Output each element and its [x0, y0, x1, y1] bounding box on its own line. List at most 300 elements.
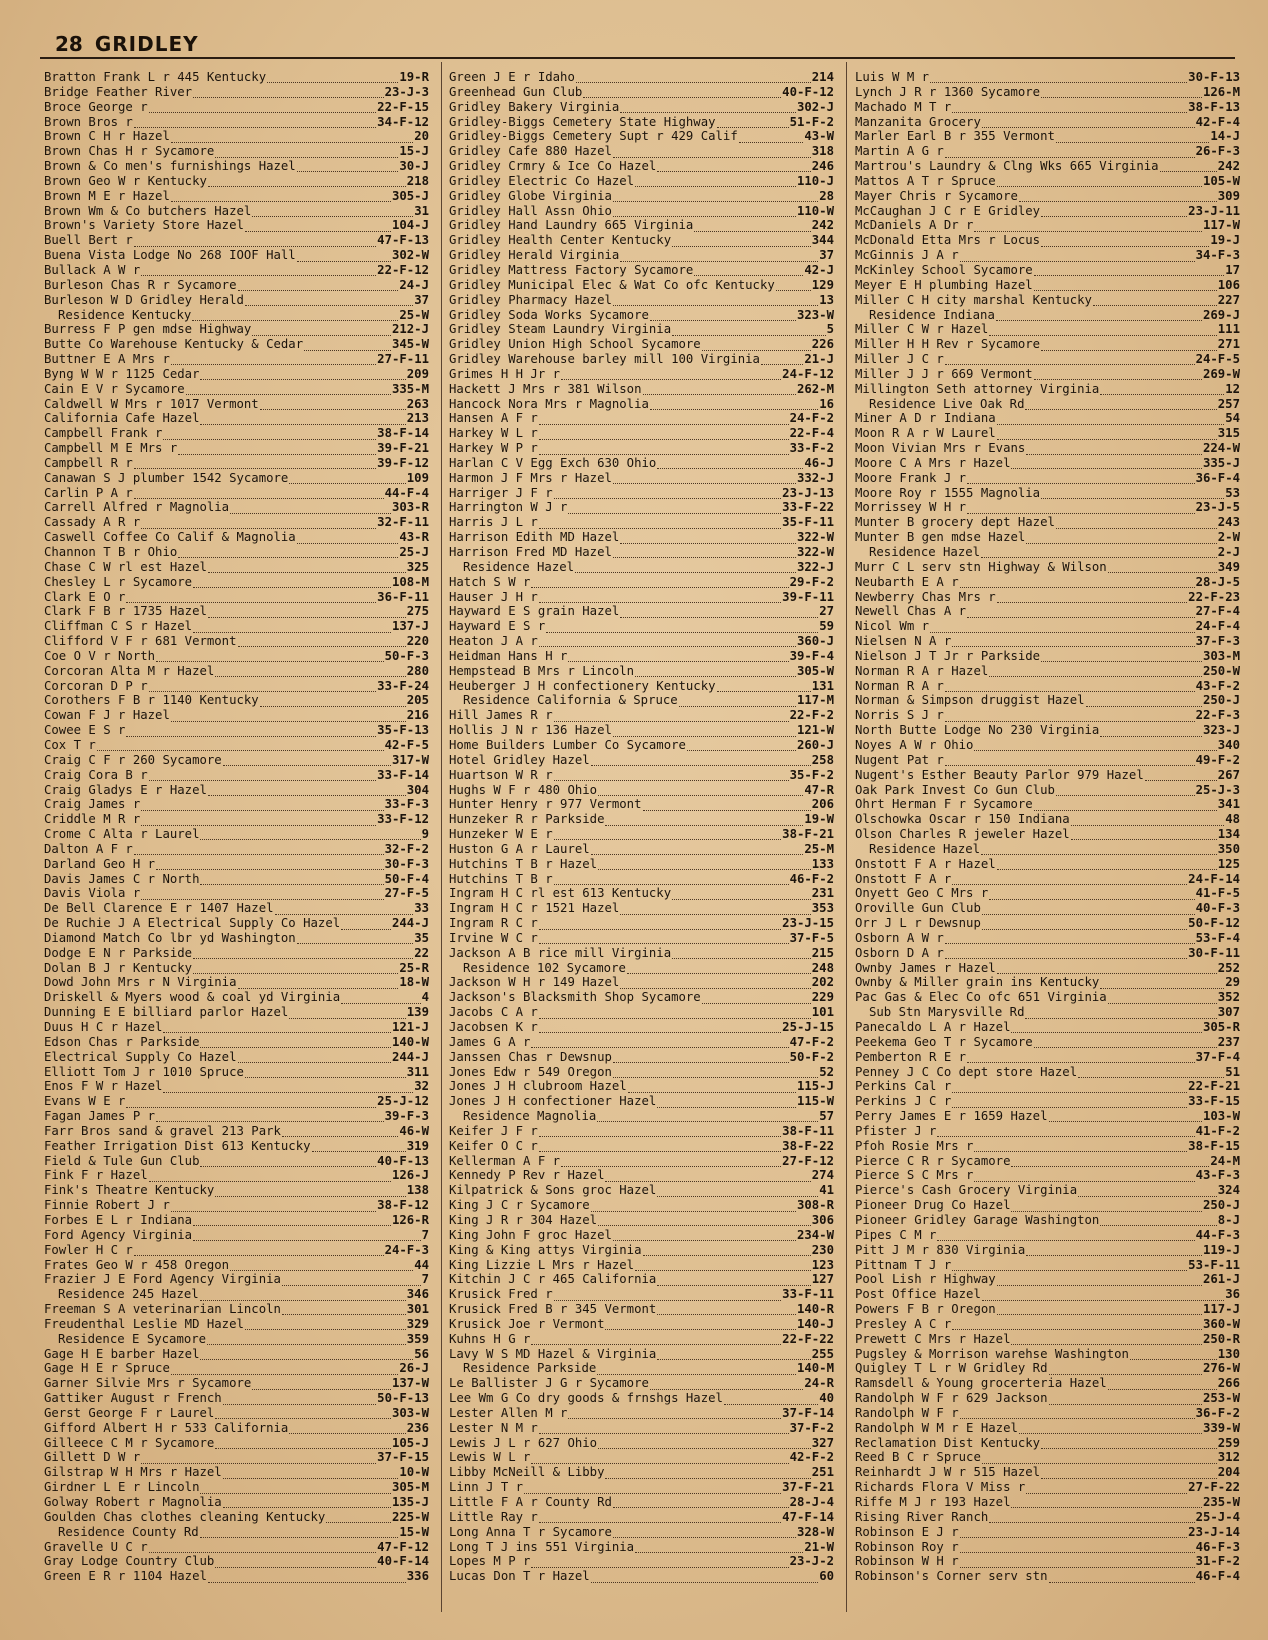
phone-number: 30-F-13 — [1188, 70, 1240, 84]
dot-leader — [967, 504, 1195, 514]
listing-name: Olschowka Oscar r 150 Indiana — [855, 812, 1070, 827]
dot-leader — [245, 222, 391, 232]
listing-name: Lester Allen M r — [449, 1405, 568, 1420]
listing-name: Gridley Electric Co Hazel — [449, 173, 635, 188]
listing-name: Brown & Co men's furnishings Hazel — [44, 159, 296, 174]
listing-name: Brown Wm & Co butchers Hazel — [44, 203, 252, 218]
dot-leader — [289, 1009, 405, 1019]
dot-leader — [208, 608, 406, 618]
listing-entry — [449, 1079, 834, 1094]
listing-name: Gridley Globe Virginia — [449, 188, 612, 203]
listing-name: Gridley Union High School Sycamore — [449, 337, 701, 352]
phone-number: 226 — [811, 337, 834, 352]
listing-name: King Lizzie L Mrs r Hazel — [449, 1257, 635, 1272]
listing-entry — [855, 797, 1240, 812]
listing-name: Long Anna T r Sycamore — [449, 1524, 612, 1539]
phone-number: 35-F-13 — [377, 723, 429, 738]
listing-name: Robinson E J r — [855, 1524, 959, 1539]
dot-leader — [1049, 1395, 1202, 1405]
dot-leader — [952, 1098, 1187, 1108]
listing-entry — [449, 1406, 834, 1421]
dot-leader — [776, 281, 811, 291]
listing-entry — [44, 1317, 429, 1332]
phone-number: 318 — [811, 144, 834, 159]
dot-leader — [657, 1098, 796, 1108]
listing-entry — [449, 100, 834, 115]
listing-name: Norman R A r Hazel — [855, 663, 989, 678]
dot-leader — [930, 623, 1195, 633]
dot-leader — [627, 964, 811, 974]
dot-leader — [230, 1261, 413, 1271]
listing-name: Cassady A R r — [44, 515, 141, 530]
listing-entry — [44, 293, 429, 308]
listing-name: Kellerman A F r — [449, 1153, 561, 1168]
phone-number: 307 — [1217, 1005, 1240, 1020]
listing-name: Chase C W rl est Hazel — [44, 559, 207, 574]
phone-number: 332-J — [796, 470, 834, 485]
listing-name: Ingram H C r 1521 Hazel — [449, 901, 620, 916]
listing-name: Hutchins T B r — [449, 871, 553, 886]
phone-number: 32-F-2 — [384, 841, 429, 856]
listing-name: Meyer E H plumbing Hazel — [855, 277, 1033, 292]
phone-number: 37-F-21 — [782, 1480, 834, 1495]
listing-entry — [855, 634, 1240, 649]
dot-leader — [643, 801, 811, 811]
listing-entry — [855, 85, 1240, 100]
listing-entry — [449, 115, 834, 130]
listing-name: Garner Silvie Mrs r Sycamore — [44, 1376, 252, 1391]
phone-number: 2-J — [1217, 545, 1240, 559]
dot-leader — [289, 474, 405, 484]
listing-name: Harrison Edith MD Hazel — [449, 530, 620, 545]
phone-number: 305-W — [796, 663, 834, 678]
listing-name: Lucas Don T r Hazel — [449, 1569, 590, 1584]
dot-leader — [605, 1172, 810, 1182]
phone-number: 40 — [819, 1391, 834, 1406]
listing-name: Lavy W S MD Hazel & Virginia — [449, 1346, 657, 1361]
dot-leader — [245, 296, 413, 306]
dot-leader — [252, 207, 413, 217]
phone-number: 28-J-4 — [789, 1495, 834, 1509]
listing-entry — [44, 1376, 429, 1391]
phone-number: 27-F-11 — [377, 352, 429, 367]
listing-name: Corcoran D P r — [44, 678, 148, 693]
listing-name: Bullack A W r — [44, 262, 141, 277]
phone-number: 22-F-23 — [1188, 589, 1240, 604]
listing-entry — [44, 144, 429, 159]
listing-name: Pierce S C Mrs r — [855, 1168, 974, 1183]
phone-number: 237 — [1217, 1034, 1240, 1049]
dot-leader — [605, 1320, 795, 1330]
phone-number: 53-F-4 — [1195, 930, 1240, 945]
dot-leader — [1041, 489, 1224, 499]
listing-entry — [44, 1495, 429, 1510]
dot-leader — [134, 1246, 384, 1256]
listing-name: Robinson Roy r — [855, 1539, 959, 1554]
listing-name: Gridley-Biggs Cemetery State Highway — [449, 114, 716, 129]
listing-entry — [44, 367, 429, 382]
phone-number: 37-F-4 — [1195, 1049, 1240, 1064]
listing-name: McDaniels A Dr r — [855, 218, 974, 233]
listing-name: Ramsdell & Young grocerteria Hazel — [855, 1376, 1107, 1391]
listing-entry — [44, 961, 429, 976]
listing-name: De Bell Clarence E r 1407 Hazel — [44, 901, 274, 916]
listing-entry — [855, 1495, 1240, 1510]
phone-number: 35-F-2 — [789, 767, 834, 782]
dot-leader — [1100, 1216, 1216, 1226]
listing-entry — [44, 1079, 429, 1094]
dot-leader — [539, 920, 781, 930]
phone-number: 47-F-12 — [377, 1539, 429, 1554]
listing-entry — [44, 1421, 429, 1436]
dot-leader — [297, 162, 399, 172]
listing-name: Fink's Theatre Kentucky — [44, 1183, 215, 1198]
dot-leader — [193, 578, 391, 588]
listing-entry — [449, 872, 834, 887]
listing-entry — [44, 1272, 429, 1287]
dot-leader — [304, 341, 391, 351]
listing-entry — [855, 471, 1240, 486]
phone-number: 329 — [406, 1316, 429, 1331]
phone-number: 234-W — [796, 1227, 834, 1242]
dot-leader — [591, 1573, 819, 1583]
listing-subentry — [44, 1332, 429, 1347]
dot-leader — [937, 1231, 1194, 1241]
phone-number: 263 — [406, 396, 429, 411]
phone-number: 50-F-12 — [1188, 916, 1240, 931]
listing-entry — [855, 456, 1240, 471]
listing-entry — [449, 783, 834, 798]
listing-entry — [855, 1554, 1240, 1569]
phone-number: 119-J — [1202, 1242, 1240, 1257]
listing-entry — [855, 70, 1240, 85]
listing-name: Randolph W F r — [855, 1405, 959, 1420]
listing-name: Duus H C r Hazel — [44, 1020, 163, 1034]
listing-entry — [44, 1406, 429, 1421]
phone-number: 140-R — [796, 1302, 834, 1317]
dot-leader — [997, 593, 1188, 603]
dot-leader — [1056, 133, 1209, 143]
listing-name: Hutchins T B r Hazel — [449, 856, 598, 871]
listing-entry — [44, 397, 429, 412]
listing-entry — [855, 1154, 1240, 1169]
dot-leader — [952, 875, 1187, 885]
listing-entry — [44, 174, 429, 189]
dot-leader — [297, 252, 391, 262]
listing-entry — [44, 1450, 429, 1465]
listing-name: Feather Irrigation Dist 613 Kentucky — [44, 1138, 311, 1153]
listing-name: Brown Chas H r Sycamore — [44, 144, 215, 159]
listing-name: Hunzeker W E r — [449, 827, 553, 842]
dot-leader — [1078, 1187, 1217, 1197]
listing-entry — [855, 827, 1240, 842]
listing-entry — [449, 530, 834, 545]
listing-name: Residence Hazel — [869, 545, 981, 559]
listing-name: Pool Lish r Highway — [855, 1272, 996, 1287]
listing-name: Robinson's Corner serv stn — [855, 1569, 1048, 1584]
listing-name: Manzanita Grocery — [855, 114, 981, 129]
listing-name: Lopes M P r — [449, 1554, 531, 1569]
listing-name: Hayward E S r — [449, 619, 546, 634]
listing-name: Cowan F J r Hazel — [44, 708, 170, 723]
dot-leader — [1093, 296, 1217, 306]
dot-leader — [613, 474, 796, 484]
listing-entry — [44, 679, 429, 694]
listing-entry — [855, 1436, 1240, 1451]
dot-leader — [1160, 162, 1217, 172]
dot-leader — [1041, 341, 1217, 351]
listing-name: Driskell & Myers wood & coal yd Virginia — [44, 990, 341, 1005]
dot-leader — [126, 593, 376, 603]
listing-entry — [44, 693, 429, 708]
dot-leader — [937, 1127, 1194, 1137]
listing-name: Edson Chas r Parkside — [44, 1034, 200, 1049]
dot-leader — [967, 474, 1195, 484]
listing-name: Gage H E barber Hazel — [44, 1346, 200, 1361]
listing-name: Munter B grocery dept Hazel — [855, 515, 1055, 530]
listing-entry — [44, 70, 429, 85]
listing-entry — [44, 204, 429, 219]
listing-name: Hunter Henry r 977 Vermont — [449, 797, 642, 812]
dot-leader — [267, 73, 398, 83]
phone-number: 303-W — [391, 1405, 429, 1420]
listing-entry — [855, 441, 1240, 456]
phone-number: 106 — [1217, 277, 1240, 292]
phone-number: 104-J — [391, 218, 429, 233]
listing-name: Craig Gladys E r Hazel — [44, 782, 207, 797]
phone-number: 243 — [1217, 515, 1240, 530]
listing-name: Millington Seth attorney Virginia — [855, 381, 1100, 396]
listing-entry — [449, 397, 834, 412]
phone-number: 252 — [1217, 960, 1240, 975]
phone-number: 250-J — [1202, 693, 1240, 708]
listing-entry — [44, 278, 429, 293]
listing-entry — [855, 1347, 1240, 1362]
listing-entry — [855, 367, 1240, 382]
dot-leader — [598, 1216, 811, 1226]
phone-number: 340 — [1217, 737, 1240, 752]
page-title: GRIDLEY — [94, 32, 199, 56]
phone-number: 15-J — [399, 144, 429, 159]
phone-number: 269-J — [1202, 307, 1240, 322]
listing-subentry — [449, 1109, 834, 1124]
listing-name: Hollis J N r 136 Hazel — [449, 723, 612, 738]
listing-entry — [855, 872, 1240, 887]
listing-name: North Butte Lodge No 230 Virginia — [855, 723, 1100, 738]
listing-entry — [44, 619, 429, 634]
listing-entry — [44, 812, 429, 827]
listing-subentry — [449, 693, 834, 708]
phone-number: 27 — [819, 604, 834, 619]
dot-leader — [134, 845, 384, 855]
phone-number: 27-F-22 — [1188, 1480, 1240, 1495]
listing-name: Gridley Soda Works Sycamore — [449, 307, 649, 322]
dot-leader — [702, 341, 811, 351]
phone-number: 206 — [811, 797, 834, 812]
phone-number: 14-J — [1210, 129, 1240, 144]
listing-entry — [449, 946, 834, 961]
phone-number: 33-F-12 — [377, 812, 429, 827]
phone-number: 126-M — [1202, 84, 1240, 99]
listing-entry — [44, 1228, 429, 1243]
phone-number: 250-R — [1202, 1331, 1240, 1346]
dot-leader — [223, 1498, 391, 1508]
listing-entry — [855, 812, 1240, 827]
dot-leader — [694, 266, 803, 276]
listing-name: Nielsen N A r — [855, 634, 952, 649]
dot-leader — [989, 667, 1202, 677]
listing-entry — [449, 159, 834, 174]
listing-entry — [855, 1302, 1240, 1317]
dot-leader — [178, 548, 398, 558]
listing-name: Gridley Hall Assn Ohio — [449, 203, 612, 218]
listing-entry — [449, 604, 834, 619]
dot-leader — [245, 1068, 406, 1078]
dot-leader — [554, 489, 782, 499]
phone-number: 346 — [406, 1287, 429, 1302]
listing-entry — [449, 174, 834, 189]
listing-entry — [449, 975, 834, 990]
listing-name: Caldwell W Mrs r 1017 Vermont — [44, 396, 259, 411]
column-divider — [441, 62, 442, 1612]
dot-leader — [960, 1543, 1195, 1553]
phone-number: 22-F-3 — [1195, 708, 1240, 723]
dot-leader — [1034, 281, 1217, 291]
dot-leader — [1011, 459, 1201, 469]
listing-entry — [44, 1065, 429, 1080]
phone-number: 25-J-3 — [1195, 782, 1240, 797]
listing-entry — [44, 857, 429, 872]
dot-leader — [531, 1335, 781, 1345]
listing-entry — [855, 204, 1240, 219]
phone-number: 23-J-13 — [782, 485, 834, 500]
listing-entry — [449, 1168, 834, 1183]
listing-name: Pittnam T J r — [855, 1257, 952, 1272]
listing-name: Jones Edw r 549 Oregon — [449, 1064, 612, 1079]
listing-name: Dowd John Mrs r N Virginia — [44, 975, 237, 990]
dot-leader — [591, 756, 811, 766]
listing-name: King J R r 304 Hazel — [449, 1212, 598, 1227]
dot-leader — [260, 400, 406, 410]
listing-entry — [449, 634, 834, 649]
listing-name: McCaughan J C r E Gridley — [855, 203, 1041, 218]
listing-entry — [855, 411, 1240, 426]
listing-entry — [449, 545, 834, 560]
listing-name: Dodge E N r Parkside — [44, 945, 193, 960]
listing-name: Darland Geo H r — [44, 856, 156, 871]
phone-number: 25-J — [399, 545, 429, 559]
phone-number: 40-F-3 — [1195, 901, 1240, 916]
listing-name: Luis W M r — [855, 70, 930, 84]
listing-name: Norman & Simpson druggist Hazel — [855, 693, 1085, 708]
listing-entry — [855, 1569, 1240, 1584]
phone-number: 280 — [406, 663, 429, 678]
dot-leader — [945, 148, 1195, 158]
phone-number: 37-F-5 — [789, 930, 834, 945]
phone-number: 23-J-15 — [782, 916, 834, 931]
dot-leader — [163, 430, 376, 440]
listing-entry — [855, 1094, 1240, 1109]
phone-number: 27-F-4 — [1195, 604, 1240, 619]
phone-number: 303-R — [391, 500, 429, 515]
listing-entry — [855, 115, 1240, 130]
dot-leader — [1011, 1202, 1201, 1212]
listing-name: Residence Indiana — [869, 307, 995, 322]
dot-leader — [1071, 816, 1224, 826]
listing-entry — [44, 263, 429, 278]
phone-number: 33 — [414, 901, 429, 916]
listing-entry — [855, 1050, 1240, 1065]
listing-entry — [44, 1124, 429, 1139]
listing-name: Gilleece C M r Sycamore — [44, 1435, 215, 1450]
phone-number: 117-W — [1202, 218, 1240, 233]
dot-leader — [539, 1023, 781, 1033]
dot-leader — [297, 534, 399, 544]
listing-entry — [855, 1213, 1240, 1228]
listing-name: Pugsley & Morrison warehse Washington — [855, 1346, 1129, 1361]
dot-leader — [149, 771, 377, 781]
listing-name: Moore Frank J r — [855, 470, 967, 485]
listing-name: Cowee E S r — [44, 723, 126, 738]
dot-leader — [539, 934, 789, 944]
phone-number: 4 — [421, 990, 429, 1005]
phone-number: 25-J-15 — [782, 1020, 834, 1034]
phone-number: 25-J-12 — [377, 1094, 429, 1109]
listing-entry — [44, 916, 429, 931]
listing-entry — [855, 857, 1240, 872]
listing-name: Little Ray r — [449, 1509, 538, 1524]
listing-name: James G A r — [449, 1034, 531, 1049]
dot-leader — [539, 1513, 781, 1523]
listing-entry — [855, 664, 1240, 679]
listing-entry — [449, 1243, 834, 1258]
listing-name: Residence California & Spruce — [463, 693, 678, 708]
dot-leader — [200, 1291, 406, 1301]
phone-number: 275 — [406, 604, 429, 619]
dot-leader — [1056, 786, 1195, 796]
phone-number: 353 — [811, 901, 834, 916]
listing-entry — [855, 916, 1240, 931]
dot-leader — [171, 355, 376, 365]
phone-number: 40-F-13 — [377, 1153, 429, 1168]
listing-entry — [44, 1361, 429, 1376]
phone-number: 305-R — [1202, 1020, 1240, 1034]
phone-number: 46-F-2 — [789, 871, 834, 886]
listing-name: Evans W E r — [44, 1094, 126, 1109]
listing-entry — [44, 1554, 429, 1569]
phone-number: 126-J — [391, 1168, 429, 1183]
dot-leader — [524, 1484, 781, 1494]
dot-leader — [945, 355, 1195, 365]
dot-leader — [141, 266, 376, 276]
phone-number: 39-F-11 — [782, 589, 834, 604]
phone-number: 126-R — [391, 1212, 429, 1227]
dot-leader — [326, 1513, 391, 1523]
dot-leader — [1100, 385, 1224, 395]
listing-entry — [449, 1569, 834, 1584]
phone-number: 224-W — [1202, 441, 1240, 456]
listing-name: Miner A D r Indiana — [855, 411, 996, 426]
listing-name: Pioneer Drug Co Hazel — [855, 1198, 1011, 1213]
listing-name: Gridley Steam Laundry Virginia — [449, 322, 672, 337]
dot-leader — [1025, 1009, 1216, 1019]
phone-number: 52 — [819, 1064, 834, 1079]
listing-name: Field & Tule Gun Club — [44, 1153, 200, 1168]
listing-entry — [855, 322, 1240, 337]
listing-entry — [449, 827, 834, 842]
phone-number: 266 — [1217, 1376, 1240, 1391]
listing-name: Residence 245 Hazel — [58, 1287, 199, 1302]
